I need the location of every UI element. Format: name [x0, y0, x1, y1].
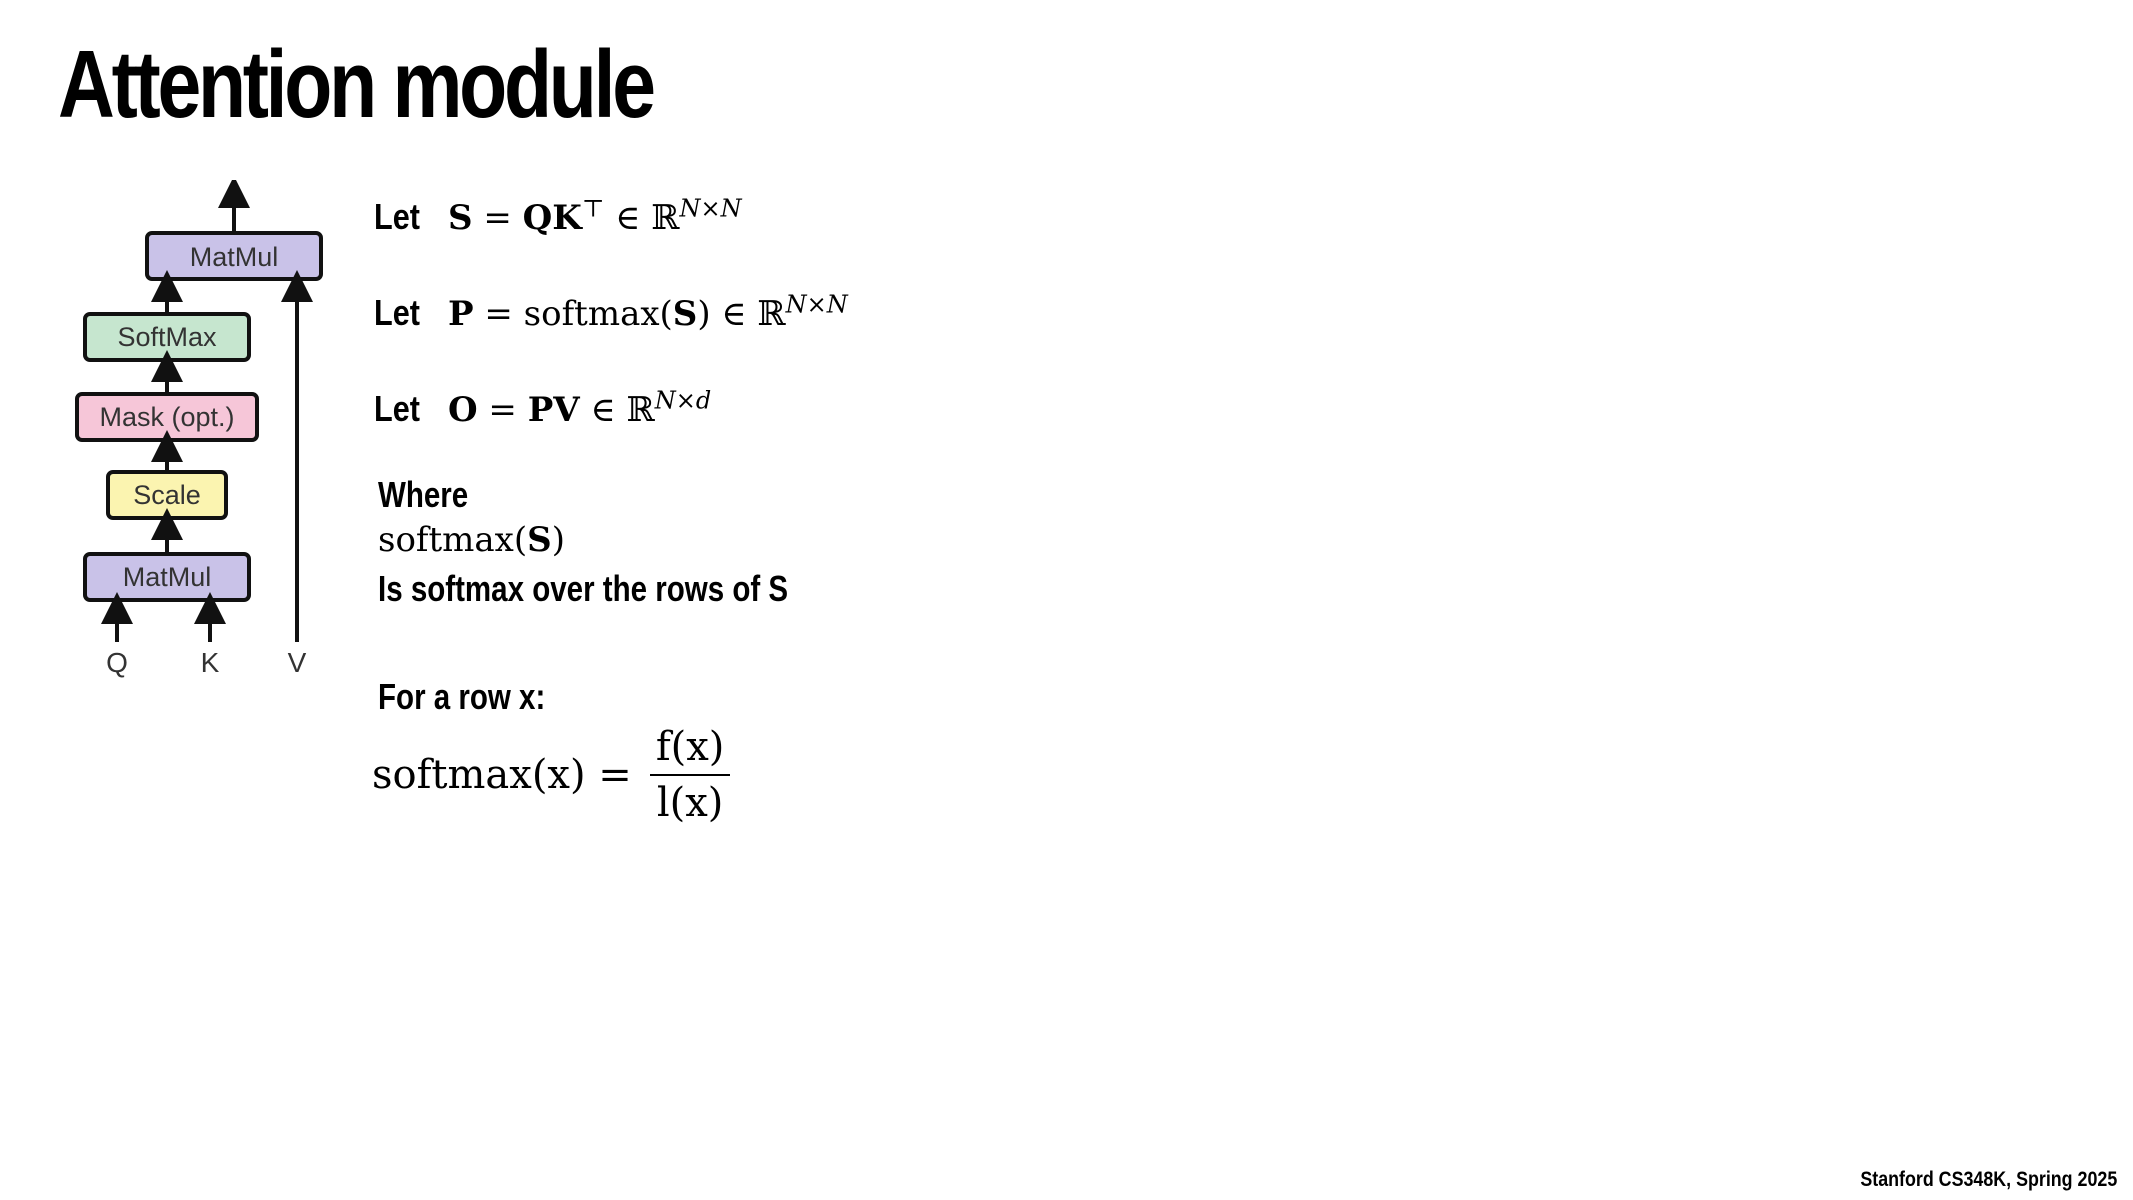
input-v-label: V	[287, 647, 307, 678]
row-label: For a row x:	[378, 676, 546, 717]
softmax-label: SoftMax	[117, 322, 217, 352]
slide-title: Attention module	[58, 31, 653, 138]
bottom-matmul-label: MatMul	[122, 562, 212, 592]
equation-s-math: S = QK⊤ ∈ ℝ$^{N\times N}$	[448, 194, 742, 238]
scale-label: Scale	[133, 480, 201, 510]
course-footer: Stanford CS348K, Spring 2025	[1860, 1168, 2117, 1191]
mask-label: Mask (opt.)	[99, 402, 235, 432]
where-description: Is softmax over the rows of S	[378, 568, 789, 609]
top-matmul-label: MatMul	[189, 242, 279, 272]
input-q-label: Q	[106, 647, 128, 678]
equation-o-math: O = PV ∈ ℝ$^{N\times d}$	[448, 386, 712, 430]
softmax-row-formula	[372, 724, 730, 826]
formula-numerator: f(x)	[650, 724, 731, 776]
equation-o	[374, 388, 711, 430]
formula-lhs: softmax(x) =	[372, 752, 632, 798]
attention-diagram	[60, 180, 360, 700]
formula-denominator: l(x)	[656, 780, 724, 826]
let-label: Let	[374, 196, 420, 237]
equation-p	[374, 292, 848, 334]
where-label: Where	[378, 474, 469, 515]
equation-p-math: P = softmax(S) ∈ ℝ$^{N\times N}$	[448, 290, 848, 334]
formula-fraction	[650, 724, 731, 826]
input-k-label: K	[200, 647, 220, 678]
where-expression: softmax(S)	[378, 520, 565, 560]
let-label: Let	[374, 388, 420, 429]
equation-s	[374, 196, 742, 238]
let-label: Let	[374, 292, 420, 333]
